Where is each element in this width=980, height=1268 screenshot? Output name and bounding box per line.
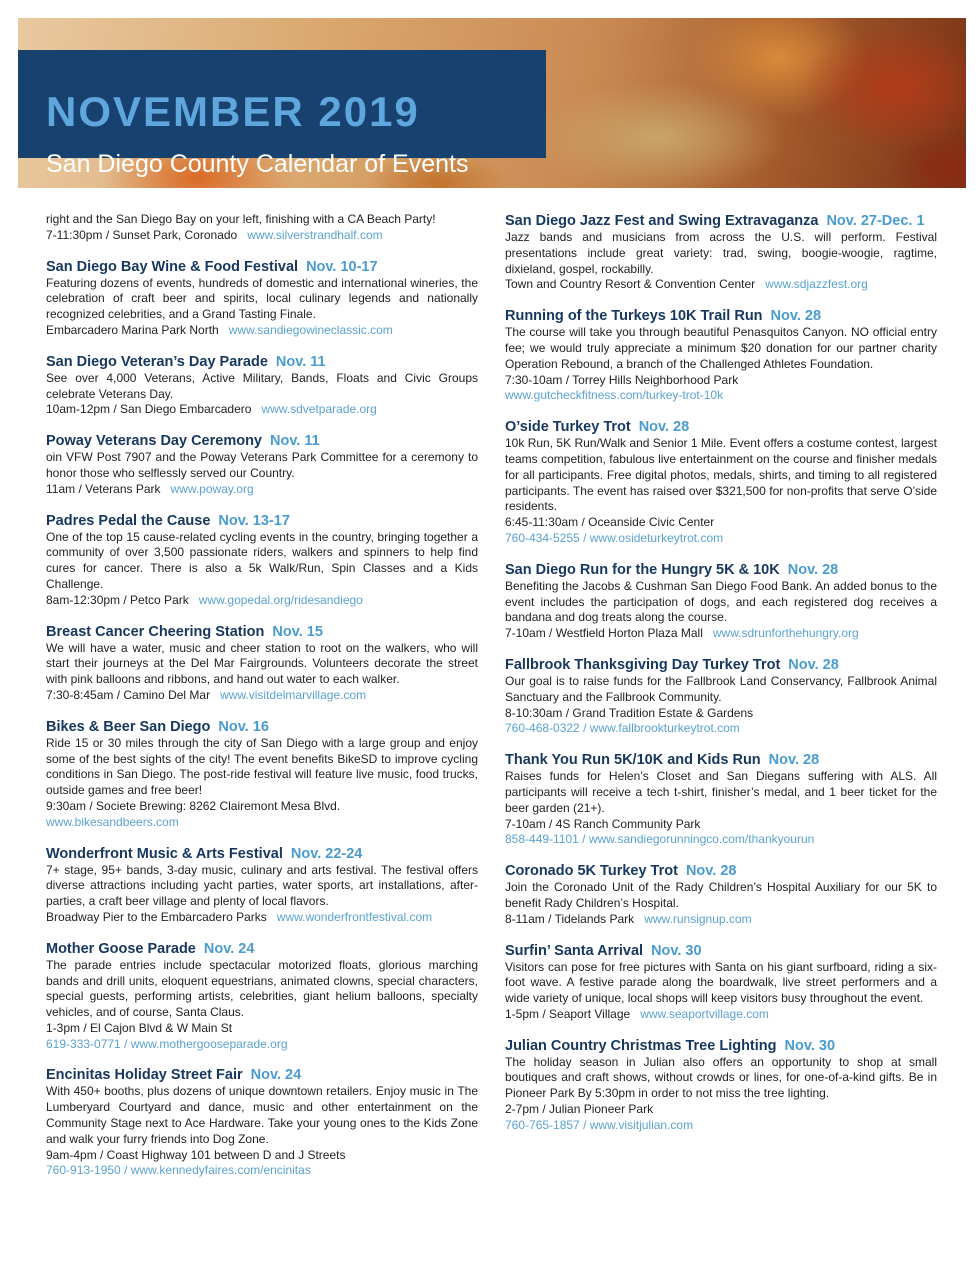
event-item (505, 212, 937, 293)
event-link[interactable]: www.runsignup.com (644, 911, 752, 926)
event-title: Encinitas Holiday Street Fair (46, 1067, 243, 1084)
event-info (46, 688, 478, 704)
event-heading (46, 718, 478, 736)
event-heading (505, 656, 937, 674)
event-info (46, 228, 478, 244)
event-description: The holiday season in Julian also offers an opportunity to shop at small boutiques and craft shows, without crowds or lines, for one-of-a-kind gifts. Be in Pioneer Park By 5:30pm in order to not miss the tree lighting. (505, 1054, 937, 1101)
event-info (505, 912, 937, 928)
event-link-line (505, 531, 937, 547)
event-heading (505, 561, 937, 579)
right-event-list (505, 212, 937, 1134)
event-date: Nov. 10-17 (306, 258, 378, 275)
event-info (505, 277, 937, 293)
event-info (46, 482, 478, 498)
left-column (46, 212, 478, 1193)
event-link[interactable]: www.poway.org (170, 481, 254, 496)
event-info (505, 515, 937, 531)
event-time-location: 8-11am / Tidelands Park (505, 911, 635, 926)
header-title-band (18, 50, 546, 178)
event-date: Nov. 11 (270, 433, 320, 450)
page-subtitle: San Diego County Calendar of Events (46, 150, 469, 178)
event-title: Poway Veterans Day Ceremony (46, 433, 262, 450)
event-info (46, 593, 478, 609)
event-title: Fallbrook Thanksgiving Day Turkey Trot (505, 656, 781, 673)
event-item (505, 656, 937, 737)
event-date: Nov. 28 (638, 419, 690, 436)
event-link[interactable]: 760-913-1950 / www.kennedyfaires.com/encinitas (46, 1163, 311, 1178)
event-description: With 450+ booths, plus dozens of unique downtown retailers. Enjoy music in The Lumberyard Courtyard and dance, music and other entertainment on the Community Stage next to Ace Hardware. Take your young ones to the Kids Zone and walk your furry friends into Dog Zone. (46, 1084, 478, 1146)
header-banner (18, 18, 966, 188)
event-heading (46, 623, 478, 641)
event-info (505, 1102, 937, 1118)
event-info (46, 1148, 478, 1164)
event-item (505, 418, 937, 547)
event-info (46, 799, 478, 815)
event-link-line (505, 1118, 937, 1134)
event-date: Nov. 30 (651, 942, 702, 959)
event-heading (46, 940, 478, 958)
event-description: Benefiting the Jacobs & Cushman San Diego Food Bank. An added bonus to the event includes the participation of dogs, and each registered dog receives a bandana and dog treats along the course. (505, 578, 937, 625)
event-title: San Diego Veteran’s Day Parade (46, 353, 268, 370)
event-link-line (505, 832, 937, 848)
event-time-location: 9am-4pm / Coast Highway 101 between D and J Streets (46, 1147, 346, 1162)
event-info (505, 1007, 937, 1023)
event-link[interactable]: www.silverstrandhalf.com (247, 227, 383, 242)
event-item (46, 718, 478, 831)
event-time-location: 8-10:30am / Grand Tradition Estate & Gardens (505, 705, 754, 720)
event-description: Visitors can pose for free pictures with Santa on his giant surfboard, riding a six-foot wave. A festive parade along the boardwalk, live street performers and a wide variety of unique, local shops will keep visitors busy throughout the event. (505, 959, 937, 1006)
event-time-location: 1-5pm / Seaport Village (505, 1006, 631, 1021)
event-time-location: 6:45-11:30am / Oceanside Civic Center (505, 515, 715, 530)
event-heading (505, 307, 937, 325)
event-time-location: Embarcadero Marina Park North (46, 322, 219, 337)
event-date: Nov. 28 (787, 561, 839, 578)
event-date: Nov. 30 (784, 1037, 836, 1054)
event-info (505, 373, 937, 389)
event-description: See over 4,000 Veterans, Active Military, Bands, Floats and Civic Groups celebrate Veterans Day. (46, 370, 478, 401)
event-info (46, 1021, 478, 1037)
event-date: Nov. 13-17 (218, 512, 290, 529)
event-description: Our goal is to raise funds for the Fallbrook Land Conservancy, Fallbrook Animal Sanctuary and the Fallbrook Community. (505, 673, 937, 704)
event-info (46, 323, 478, 339)
event-date: Nov. 15 (272, 623, 323, 640)
event-description: Join the Coronado Unit of the Rady Children’s Hospital Auxiliary for our 5K to benefit Rady Children’s Hospital. (505, 880, 937, 910)
event-description: The parade entries include spectacular motorized floats, glorious marching bands and drill units, eloquent equestrians, animated clowns, special characters, special guests, performing artists, celebrities, giant helium balloons, specialty vehicles, and of course, Santa Claus. (46, 957, 478, 1020)
event-time-location: 7-11:30pm / Sunset Park, Coronado (46, 227, 238, 242)
event-date: Nov. 24 (250, 1067, 302, 1084)
event-link[interactable]: www.gutcheckfitness.com/turkey-trot-10k (505, 388, 724, 403)
event-heading (46, 512, 478, 530)
event-date: Nov. 16 (218, 718, 269, 735)
event-link[interactable]: www.gopedal.org/ridesandiego (198, 592, 363, 607)
event-date: Nov. 11 (275, 353, 326, 370)
event-title: Bikes & Beer San Diego (46, 718, 211, 735)
event-link[interactable]: 760-468-0322 / www.fallbrookturkeytrot.com (505, 721, 740, 736)
event-time-location: 9:30am / Societe Brewing: 8262 Clairemont Mesa Blvd. (46, 798, 341, 813)
event-info (505, 706, 937, 722)
event-title: Julian Country Christmas Tree Lighting (505, 1037, 777, 1054)
event-link[interactable]: www.sdrunforthehungry.org (712, 626, 859, 641)
event-time-location: Town and Country Resort & Convention Center (505, 277, 756, 292)
event-description: 7+ stage, 95+ bands, 3-day music, culinary and arts festival. The festival offers diverse attractions including yacht parties, water sports, art installations, after-parties, a craft beer village and plenty of local flavors. (46, 862, 478, 909)
event-link[interactable]: 858-449-1101 / www.sandiegorunningco.com/thankyourun (505, 832, 815, 847)
event-description: Jazz bands and musicians from across the U.S. will perform. Festival presentations include great variety: trad, swing, boogie-woogie, ragtime, dixieland, gospel, rockabilly. (505, 230, 937, 276)
event-time-location: 1-3pm / El Cajon Blvd & W Main St (46, 1020, 233, 1035)
event-date: Nov. 28 (768, 752, 820, 769)
event-time-location: 11am / Veterans Park (46, 481, 161, 496)
event-item (505, 1037, 937, 1134)
event-info (505, 817, 937, 833)
event-link[interactable]: www.visitdelmarvillage.com (220, 687, 367, 702)
event-item (46, 432, 478, 497)
event-time-location: 7-10am / Westfield Horton Plaza Mall (505, 626, 703, 641)
event-time-location: 7-10am / 4S Ranch Community Park (505, 816, 701, 831)
event-item (46, 845, 478, 926)
event-heading (505, 942, 937, 960)
event-description: right and the San Diego Bay on your left, finishing with a CA Beach Party! (46, 212, 436, 226)
event-description: The course will take you through beautiful Penasquitos Canyon. NO official entry fee; we would truly appreciate a minimum $20 donation for our partner charity Operation Rebound, a branch of the Challenged Athletes Foundation. (505, 325, 937, 371)
event-link[interactable]: 619-333-0771 / www.mothergooseparade.org (46, 1036, 288, 1051)
event-link[interactable]: www.bikesandbeers.com (46, 814, 179, 829)
event-title: San Diego Run for the Hungry 5K & 10K (505, 561, 780, 578)
event-item (46, 353, 478, 418)
event-link[interactable]: www.sandiegowineclassic.com (228, 322, 393, 337)
event-link[interactable]: 760-434-5255 / www.osideturkeytrot.com (505, 530, 724, 545)
event-heading (46, 845, 478, 863)
event-link-line (46, 815, 478, 831)
event-heading (46, 353, 478, 371)
event-link[interactable]: www.sdjazzfest.org (765, 277, 868, 292)
event-description: oin VFW Post 7907 and the Poway Veterans Park Committee for a ceremony to honor those who selflessly served our Country. (46, 450, 478, 480)
event-info (505, 626, 937, 642)
event-description: Raises funds for Helen’s Closet and San Diegans suffering with ALS. All participants will receive a tech t-shirt, finisher’s medal, and 1 beer ticket for the beer garden (21+). (505, 769, 937, 815)
event-item (46, 258, 478, 339)
event-item (505, 751, 937, 848)
event-info (46, 402, 478, 418)
event-time-location: 7:30-8:45am / Camino Del Mar (46, 687, 211, 702)
event-item (46, 940, 478, 1053)
event-title: Wonderfront Music & Arts Festival (46, 845, 283, 862)
event-title: Running of the Turkeys 10K Trail Run (505, 308, 763, 325)
event-link-line (46, 1163, 478, 1179)
event-item (505, 307, 937, 404)
event-item (505, 862, 937, 927)
event-link[interactable]: www.wonderfrontfestival.com (276, 909, 433, 924)
event-date: Nov. 27-Dec. 1 (826, 213, 925, 229)
event-title: San Diego Jazz Fest and Swing Extravaganza (505, 213, 819, 229)
event-date: Nov. 22-24 (290, 845, 363, 862)
event-description: We will have a water, music and cheer station to root on the walkers, who will start their journeys at the Del Mar Fairgrounds. Volunteers decorate the street with pink balloons and ribbons, and hand out water to each walker. (46, 640, 478, 687)
event-title: Mother Goose Parade (46, 940, 196, 957)
event-link[interactable]: www.seaportvillage.com (640, 1006, 769, 1021)
left-event-list (46, 258, 478, 1180)
event-date: Nov. 28 (685, 863, 737, 880)
event-time-location: 10am-12pm / San Diego Embarcadero (46, 402, 252, 417)
event-time-location: 2-7pm / Julian Pioneer Park (505, 1102, 654, 1117)
event-heading (505, 212, 937, 230)
event-time-location: 8am-12:30pm / Petco Park (46, 592, 189, 607)
event-item (46, 512, 478, 609)
event-date: Nov. 24 (203, 940, 255, 957)
event-title: Breast Cancer Cheering Station (46, 623, 265, 640)
event-heading (505, 862, 937, 880)
event-item (46, 623, 478, 704)
event-time-location: Broadway Pier to the Embarcadero Parks (46, 909, 267, 924)
event-intro-continued (46, 212, 478, 244)
event-description: 10k Run, 5K Run/Walk and Senior 1 Mile. Event offers a costume contest, largest teams competition, fabulous live entertainment on the course and finisher medals for all participants. Free digital photos, medals, shirts, and timing to all registered participants. The event has raised over $321,500 for non-profits that serve O’side residents. (505, 436, 937, 514)
event-item (46, 1066, 478, 1179)
event-item (505, 942, 937, 1023)
event-link-line (46, 1037, 478, 1053)
page-title: NOVEMBER 2019 (46, 88, 420, 135)
event-title: Surfin’ Santa Arrival (505, 942, 644, 959)
right-column (505, 212, 937, 1148)
event-time-location: 7:30-10am / Torrey Hills Neighborhood Park (505, 372, 739, 387)
event-heading (505, 751, 937, 769)
event-link-line (505, 721, 937, 737)
event-title: O’side Turkey Trot (505, 419, 631, 436)
event-description: Featuring dozens of events, hundreds of domestic and international wineries, the celebration of craft beer and spirits, local culinary legends and nationally recognized celebrities, and a Grand Tasting Finale. (46, 275, 478, 322)
event-title: Padres Pedal the Cause (46, 512, 211, 529)
event-heading (505, 1037, 937, 1055)
event-date: Nov. 28 (788, 656, 839, 673)
event-heading (46, 1066, 478, 1084)
event-heading (505, 418, 937, 436)
event-heading (46, 432, 478, 450)
event-description: Ride 15 or 30 miles through the city of San Diego with a large group and enjoy some of the best sights of the city! The event benefits BikeSD to improve cycling conditions in San Diego. The post-ride festival will feature live music, food trucks, outside games and free beer! (46, 735, 478, 798)
event-heading (46, 258, 478, 276)
event-link[interactable]: www.sdvetparade.org (261, 402, 377, 417)
event-title: Coronado 5K Turkey Trot (505, 863, 678, 880)
event-info (46, 910, 478, 926)
event-title: Thank You Run 5K/10K and Kids Run (505, 752, 761, 769)
event-item (505, 561, 937, 642)
event-link-line (505, 388, 937, 404)
event-title: San Diego Bay Wine & Food Festival (46, 258, 299, 275)
event-description: One of the top 15 cause-related cycling events in the country, bringing together a community of over 3,500 passionate riders, walkers and spinners to help find cures for cancer. There is also a 5k Walk/Run, Spin Classes and a Kids Challenge. (46, 529, 478, 591)
event-date: Nov. 28 (770, 308, 822, 325)
event-link[interactable]: 760-765-1857 / www.visitjulian.com (505, 1117, 694, 1132)
